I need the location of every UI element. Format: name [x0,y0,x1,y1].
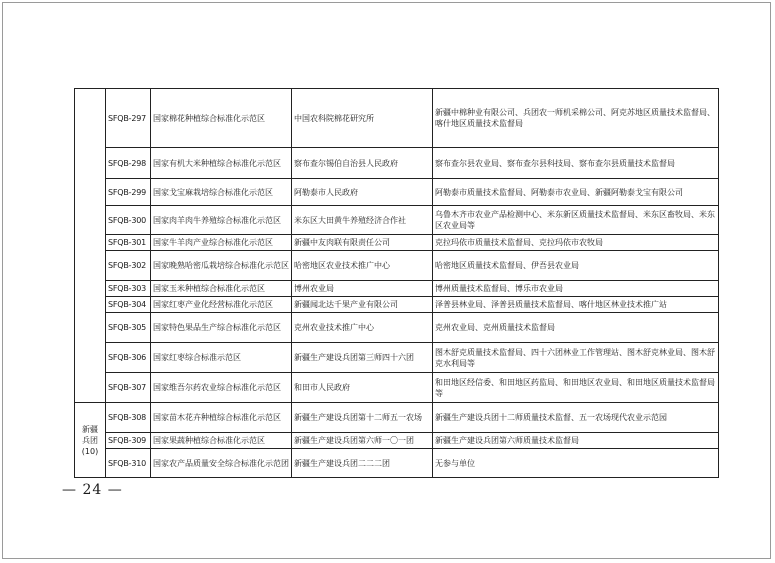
zone-name: 国家特色果品生产综合标准化示范区 [151,313,292,343]
zone-code: SFQB-302 [106,251,151,281]
zone-name: 国家红枣产业化经营标准化示范区 [151,297,292,313]
zone-name: 国家维吾尔药农业综合标准化示范区 [151,373,292,403]
participating-units: 新疆生产建设兵团第六师质量技术监督局 [433,433,719,449]
zone-code: SFQB-309 [106,433,151,449]
undertaking-unit: 新疆生产建设兵团第三师四十六团 [292,343,433,373]
participating-units: 图木舒克质量技术监督局、四十六团林业工作管理站、图木舒克林业局、图木舒克水利局等 [433,343,719,373]
participating-units: 新疆生产建设兵团十二师质量技术监督、五一农场现代农业示范园 [433,403,719,433]
zone-code: SFQB-297 [106,89,151,148]
participating-units: 无参与单位 [433,449,719,478]
undertaking-unit: 新疆闻北达千果产业有限公司 [292,297,433,313]
table-row [75,297,719,313]
table-row [75,251,719,281]
table-row [75,313,719,343]
participating-units: 克州农业局、克州质量技术监督局 [433,313,719,343]
zone-name: 国家牛羊肉产业综合标准化示范区 [151,235,292,251]
zone-code: SFQB-298 [106,148,151,179]
undertaking-unit: 新疆生产建设兵团二二二团 [292,449,433,478]
participating-units: 哈密地区质量技术监督局、伊吾县农业局 [433,251,719,281]
table-row [75,449,719,478]
zone-code: SFQB-307 [106,373,151,403]
participating-units: 乌鲁木齐市农业产品检测中心、米东新区质量技术监督局、米东区畜牧局、米东区农业局等 [433,206,719,235]
table-row [75,281,719,297]
participating-units: 克拉玛依市质量技术监督局、克拉玛依市农牧局 [433,235,719,251]
undertaking-unit: 和田市人民政府 [292,373,433,403]
zone-name: 国家有机大米种植综合标准化示范区 [151,148,292,179]
undertaking-unit: 新疆生产建设兵团第十二师五一农场 [292,403,433,433]
zone-name: 国家红枣综合标准示范区 [151,343,292,373]
participating-units: 察布查尔县农业局、察布查尔县科技局、察布查尔县质量技术监督局 [433,148,719,179]
undertaking-unit: 新疆中友肉联有限责任公司 [292,235,433,251]
zone-name: 国家农产品质量安全综合标准化示范团 [151,449,292,478]
demonstration-zone-table [74,88,719,478]
zone-code: SFQB-308 [106,403,151,433]
table-row [75,235,719,251]
zone-name: 国家苗木花卉种植综合标准化示范区 [151,403,292,433]
zone-name: 国家果蔬种植综合标准化示范区 [151,433,292,449]
zone-code: SFQB-304 [106,297,151,313]
zone-code: SFQB-306 [106,343,151,373]
undertaking-unit: 阿勒泰市人民政府 [292,179,433,206]
zone-code: SFQB-299 [106,179,151,206]
table-row [75,148,719,179]
zone-code: SFQB-300 [106,206,151,235]
group-cell-xpcc [75,403,106,478]
undertaking-unit: 中国农科院棉花研究所 [292,89,433,148]
participating-units: 阿勒泰市质量技术监督局、阿勒泰市农业局、新疆阿勒泰戈宝有限公司 [433,179,719,206]
undertaking-unit: 克州农业技术推广中心 [292,313,433,343]
zone-code: SFQB-303 [106,281,151,297]
zone-code: SFQB-305 [106,313,151,343]
group-label-line: 新疆 [82,424,98,434]
table-row [75,403,719,433]
table-row [75,89,719,148]
zone-name: 国家晚熟哈密瓜栽培综合标准化示范区 [151,251,292,281]
participating-units: 博州质量技术监督局、博乐市农业局 [433,281,719,297]
undertaking-unit: 察布查尔锡伯自治县人民政府 [292,148,433,179]
undertaking-unit: 博州农业局 [292,281,433,297]
table-row [75,433,719,449]
undertaking-unit: 哈密地区农业技术推广中心 [292,251,433,281]
table-row [75,206,719,235]
participating-units: 泽普县林业局、泽普县质量技术监督局、喀什地区林业技术推广站 [433,297,719,313]
zone-code: SFQB-301 [106,235,151,251]
undertaking-unit: 米东区大田黄牛养殖经济合作社 [292,206,433,235]
table-row [75,373,719,403]
table-row [75,179,719,206]
group-cell-xinjiang [75,89,106,403]
zone-name: 国家戈宝麻栽培综合标准化示范区 [151,179,292,206]
participating-units: 新疆中棉种业有限公司、兵团农一师机采棉公司、阿克苏地区质量技术监督局、喀什地区质量技术监督局 [433,89,719,148]
zone-name: 国家肉羊肉牛养殖综合标准化示范区 [151,206,292,235]
page-number: — 24 — [62,482,123,498]
group-label-line: 兵团 [82,435,98,445]
zone-name: 国家玉米种植综合标准化示范区 [151,281,292,297]
participating-units: 和田地区经信委、和田地区药监局、和田地区农业局、和田地区质量技术监督局等 [433,373,719,403]
zone-code: SFQB-310 [106,449,151,478]
zone-name: 国家棉花种植综合标准化示范区 [151,89,292,148]
undertaking-unit: 新疆生产建设兵团第六师一〇一团 [292,433,433,449]
group-label-count: (10) [81,446,99,456]
table-row [75,343,719,373]
